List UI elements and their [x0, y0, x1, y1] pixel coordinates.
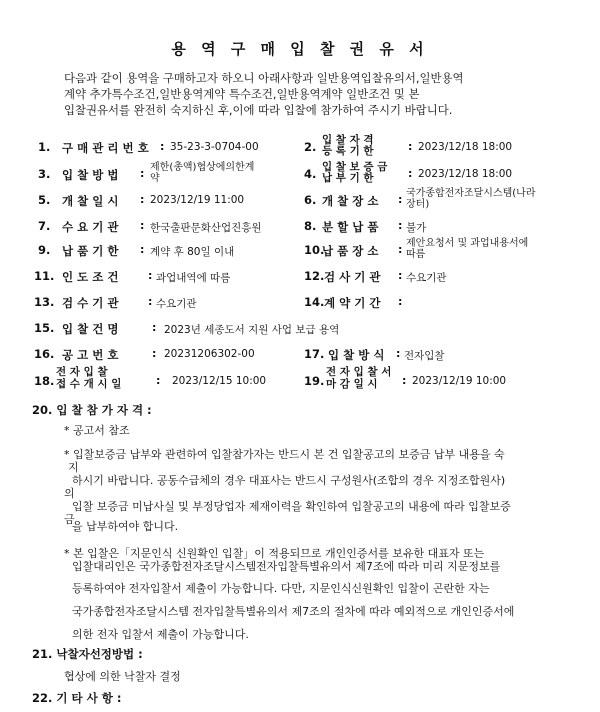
item-label: 입 찰 방 법	[62, 168, 119, 182]
item-label: 수 요 기 관	[62, 220, 119, 234]
item-label: 검 사 기 관	[324, 270, 381, 284]
selection-method-text: 협상에 의한 낙찰자 결정	[64, 670, 181, 683]
paragraph-line: 금	[64, 513, 75, 526]
colon: :	[152, 321, 157, 334]
colon: :	[140, 219, 145, 232]
item-number: 16.	[34, 347, 55, 361]
item-value-line1: 국가종합전자조달시스템(나라	[406, 188, 536, 199]
colon: :	[156, 374, 161, 387]
item-label: 납 품 장 소	[322, 244, 379, 258]
intro-line: 입찰권유서를 완전히 숙지하신 후,이에 따라 입찰에 참가하여 주시기 바랍니다.	[64, 103, 453, 117]
document-title: 용 역 구 매 입 찰 권 유 서	[171, 40, 429, 58]
item-label-line2: 등 록 기 한	[322, 145, 374, 157]
item-label: 분 할 납 품	[322, 220, 379, 234]
item-label: 구 매 관 리 번 호	[62, 141, 149, 155]
item-number: 6.	[304, 193, 317, 207]
item-number: 13.	[34, 295, 55, 309]
colon: :	[140, 193, 145, 206]
item-value: 수요기관	[156, 298, 197, 310]
item-number: 5.	[38, 193, 51, 207]
item-number: 7.	[38, 219, 51, 233]
paragraph-line: 의	[64, 487, 75, 500]
paragraph-line: 하시기 바랍니다. 공동수급체의 경우 대표사는 반드시 구성원사(조합의 경우 지정조합원사)	[72, 474, 506, 487]
colon: :	[398, 269, 403, 282]
intro-line: 다음과 같이 용역을 구매하고자 하오니 아래사항과 일반용역입찰유의서,일반용역	[64, 71, 464, 85]
item-number: 8.	[304, 219, 317, 233]
item-number: 17.	[304, 347, 325, 361]
item-label-line1: 입 찰 자 격	[322, 134, 374, 146]
item-label: 입 찰 방 식	[328, 348, 385, 362]
item-number: 19.	[304, 374, 325, 388]
item-value: 2023/12/15 10:00	[172, 375, 267, 387]
item-label-line1: 전 자 입 찰 서	[326, 366, 392, 378]
item-number: 12.	[304, 269, 325, 283]
colon: :	[398, 243, 403, 256]
item-value: 2023/12/19 11:00	[150, 194, 245, 206]
paragraph-line: 입찰대리인은 국가종합전자조달시스템전자입찰특별유의서 제7조에 따라 미리 지문정보를	[72, 560, 501, 573]
item-number: 1.	[38, 140, 51, 154]
item-value: 전자입찰	[404, 350, 445, 362]
colon: :	[398, 295, 403, 308]
paragraph-line: 등록하여야 전자입찰서 제출이 가능합니다. 다만, 지문인식신원확인 입찰이 곤란한 자는	[72, 582, 490, 595]
colon: :	[402, 374, 407, 387]
item-number: 9.	[38, 243, 51, 257]
intro-paragraph	[64, 70, 584, 118]
item-label: 납 품 기 한	[62, 244, 119, 258]
item-value: 과업내역에 따름	[156, 272, 231, 284]
item-value: 한국출판문화산업진흥원	[150, 222, 262, 234]
item-value: 2023/12/19 10:00	[412, 375, 507, 387]
colon: :	[398, 219, 403, 232]
paragraph-line: 을 납부하여야 합니다.	[72, 520, 179, 533]
item-value: 수요기관	[406, 272, 447, 284]
item-value: 2023/12/18 18:00	[418, 168, 513, 180]
item-label: 계 약 기 간	[324, 296, 381, 310]
item-value: 불가	[406, 222, 427, 234]
item-label-line2: 접 수 개 시 일	[56, 378, 122, 390]
colon: :	[152, 347, 157, 360]
item-label-line2: 마 감 일 시	[326, 378, 378, 390]
colon: :	[148, 269, 153, 282]
item-label-line1: 전 자 입 찰	[56, 366, 108, 378]
paragraph-line: * 입찰보증금 납부와 관련하여 입찰참가자는 반드시 본 건 입찰공고의 보증금 납부 내용을 숙	[64, 448, 505, 461]
paragraph-line: 의한 전자 입찰서 제출이 가능합니다.	[72, 628, 249, 641]
item-value-line2: 장터)	[406, 199, 430, 210]
item-label: 개 찰 일 시	[62, 194, 119, 208]
colon: :	[148, 295, 153, 308]
paragraph-line: 지	[68, 461, 79, 474]
item-number: 10.	[304, 243, 325, 257]
item-value-line1: 제한(총액)협상에의한계	[150, 162, 255, 173]
section-21-heading: 21. 낙찰자선정방법 :	[32, 647, 143, 661]
paragraph-line: * 본 입찰은「지문인식 신원확인 입찰」이 적용되므로 개인인증서를 보유한 대표자 또는	[64, 547, 485, 560]
item-value: 35-23-3-0704-00	[170, 141, 259, 153]
item-value: 20231206302-00	[164, 348, 255, 360]
item-number: 18.	[34, 374, 55, 388]
paragraph-line: 입찰 보증금 미납사실 및 부정당업자 제재이력을 확인하여 입찰공고의 내용에 따라 입찰보증	[72, 500, 511, 513]
item-label: 입 찰 건 명	[62, 322, 119, 336]
item-label-line1: 입 찰 보 증 금	[322, 161, 388, 173]
item-label: 검 수 기 관	[62, 296, 119, 310]
item-number: 15.	[34, 321, 55, 335]
item-number: 4.	[304, 167, 317, 181]
item-value-line1: 제안요청서 및 과업내용서에	[406, 238, 529, 249]
item-label-line2: 납 부 기 한	[322, 172, 374, 184]
colon: :	[140, 243, 145, 256]
paragraph-line: 국가종합전자조달시스템 전자입찰특별유의서 제7조의 절차에 따라 예외적으로 개인인증서에	[72, 605, 515, 618]
item-number: 11.	[34, 269, 55, 283]
bullet-text: * 공고서 참조	[64, 424, 130, 437]
item-number: 14.	[304, 295, 325, 309]
colon: :	[408, 140, 413, 153]
intro-line: 계약 추가특수조건,일반용역계약 특수조건,일반용역계약 일반조건 및 본	[64, 87, 420, 101]
section-22-heading: 22. 기 타 사 항 :	[32, 691, 122, 705]
colon: :	[140, 167, 145, 180]
item-value-line2: 따름	[406, 249, 426, 260]
colon: :	[398, 193, 403, 206]
item-value-line2: 약	[150, 173, 160, 184]
item-label: 공 고 번 호	[62, 348, 119, 362]
item-label: 인 도 조 건	[62, 270, 119, 284]
item-value: 2023/12/18 18:00	[418, 141, 513, 153]
item-number: 2.	[304, 140, 317, 154]
item-value: 계약 후 80일 이내	[150, 246, 235, 258]
item-value: 2023년 세종도서 지원 사업 보급 용역	[164, 324, 340, 336]
colon: :	[396, 347, 401, 360]
item-number: 3.	[38, 167, 51, 181]
colon: :	[160, 140, 165, 153]
colon: :	[408, 167, 413, 180]
section-20-heading: 20. 입 찰 참 가 자 격 :	[32, 403, 152, 417]
item-label: 개 찰 장 소	[322, 194, 379, 208]
